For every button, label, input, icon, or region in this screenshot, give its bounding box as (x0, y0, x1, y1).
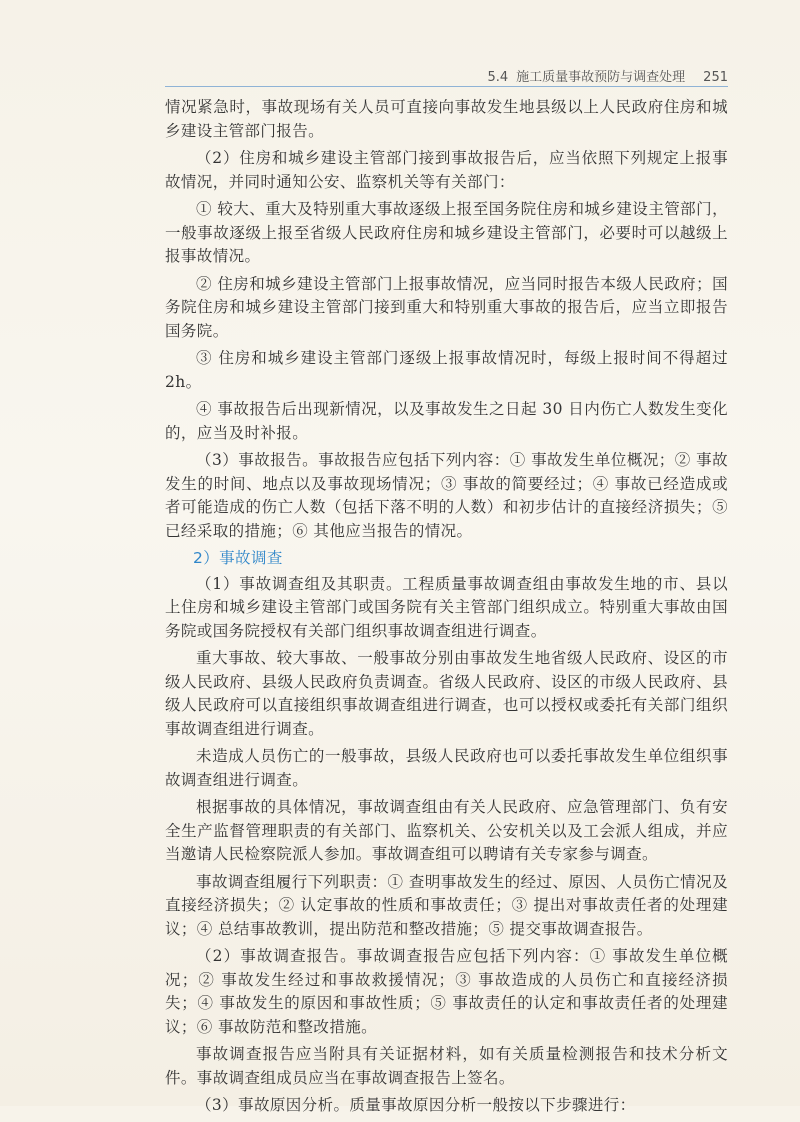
header-section-title: 施工质量事故预防与调查处理 (516, 70, 686, 85)
paragraph: （3）事故原因分析。质量事故原因分析一般按以下步骤进行： (196, 1096, 636, 1114)
paragraph: （3）事故报告。事故报告应包括下列内容：① 事故发生单位概况；② 事故发生的时间、地点以及事故现场情况；③ 事故的简要经过；④ 事故已经造成或者可能造成的伤亡人数（包括下落不明的人数）和初步估计的直接经济损失；⑤ 已经采取的措施；⑥ 其他应当报告的情况。 (165, 451, 728, 540)
header-text (487, 66, 728, 85)
paragraph: 重大事故、较大事故、一般事故分别由事故发生地省级人民政府、设区的市级人民政府、县级人民政府负责调查。省级人民政府、设区的市级人民政府、县级人民政府可以直接组织事故调查组进行调查，也可以授权或委托有关部门组织事故调查组进行调查。 (165, 649, 728, 738)
paragraph: ② 住房和城乡建设主管部门上报事故情况，应当同时报告本级人民政府；国务院住房和城乡建设主管部门接到重大和特别重大事故的报告后，应当立即报告国务院。 (165, 274, 728, 340)
paragraph: 根据事故的具体情况，事故调查组由有关人民政府、应急管理部门、负有安全生产监督管理职责的有关部门、监察机关、公安机关以及工会派人组成，并应当邀请人民检察院派人参加。事故调查组可以聘请有关专家参与调查。 (165, 798, 728, 863)
paragraph: 未造成人员伤亡的一般事故，县级人民政府也可以委托事故发生单位组织事故调查组进行调查。 (165, 747, 728, 789)
paragraph: 事故调查报告应当附具有关证据材料，如有关质量检测报告和技术分析文件。事故调查组成员应当在事故调查报告上签名。 (165, 1045, 728, 1087)
paragraph: ③ 住房和城乡建设主管部门逐级上报事故情况时，每级上报时间不得超过 2h。 (165, 349, 728, 391)
page-number: 251 (703, 70, 728, 85)
paragraph: ① 较大、重大及特别重大事故逐级上报至国务院住房和城乡建设主管部门，一般事故逐级上报至省级人民政府住房和城乡建设主管部门，必要时可以越级上报事故情况。 (165, 200, 728, 265)
running-header (165, 62, 728, 88)
paragraph-continued: 情况紧急时，事故现场有关人员可直接向事故发生地县级以上人民政府住房和城乡建设主管部门报告。 (165, 98, 728, 140)
body-text (165, 96, 728, 1122)
header-rule (165, 86, 728, 87)
paragraph: （2）住房和城乡建设主管部门接到事故报告后，应当依照下列规定上报事故情况，并同时通知公安、监察机关等有关部门： (165, 149, 728, 191)
paragraph: （2）事故调查报告。事故调查报告应包括下列内容：① 事故发生单位概况；② 事故发生经过和事故救援情况；③ 事故造成的人员伤亡和直接经济损失；④ 事故发生的原因和事故性质；⑤ 事故责任的认定和事故责任者的处理建议；⑥ 事故防范和整改措施。 (165, 947, 728, 1036)
paragraph: 事故调查组履行下列职责：① 查明事故发生的经过、原因、人员伤亡情况及直接经济损失；② 认定事故的性质和事故责任；③ 提出对事故责任者的处理建议；④ 总结事故教训，提出防范和整改措施；⑤ 提交事故调查报告。 (165, 872, 728, 938)
paragraph: （1）事故调查组及其职责。工程质量事故调查组由事故发生地的市、县以上住房和城乡建设主管部门或国务院有关主管部门组织成立。特别重大事故由国务院或国务院授权有关部门组织事故调查组进行调查。 (165, 574, 728, 640)
paragraph: ④ 事故报告后出现新情况，以及事故发生之日起 30 日内伤亡人数发生变化的，应当及时补报。 (165, 400, 729, 442)
section-heading: 2）事故调查 (193, 549, 283, 567)
header-section-number: 5.4 (487, 70, 509, 85)
